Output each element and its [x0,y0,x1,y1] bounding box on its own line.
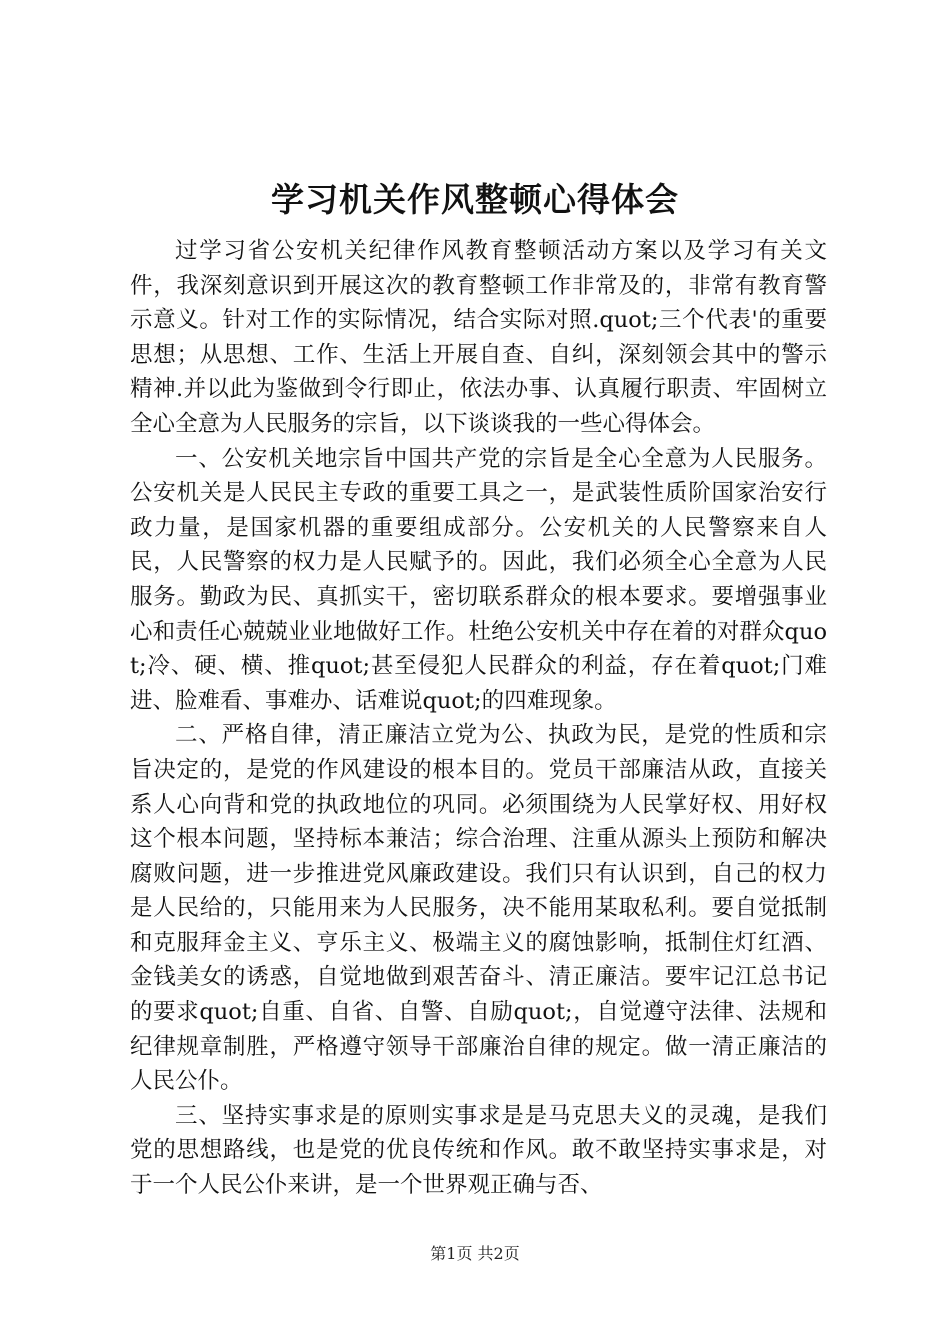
paragraph-section-1: 一、公安机关地宗旨中国共产党的宗旨是全心全意为人民服务。公安机关是人民民主专政的重要工具之一，是武装性质阶国家治安行政力量，是国家机器的重要组成部分。公安机关的人民警察来自人民，人民警察的权力是人民赋予的。因此，我们必须全心全意为人民服务。勤政为民、真抓实干，密切联系群众的根本要求。要增强事业心和责任心兢兢业业地做好工作。杜绝公安机关中存在着的对群众quot;冷、硬、横、推quot;甚至侵犯人民群众的利益，存在着quot;门难进、脸难看、事难办、话难说quot;的四难现象。 [130,445,827,714]
document-title: 学习机关作风整顿心得体会 [271,180,679,219]
document-body [130,234,827,1203]
paragraph-section-2: 二、严格自律，清正廉洁立党为公、执政为民，是党的性质和宗旨决定的，是党的作风建设的根本目的。党员干部廉洁从政，直接关系人心向背和党的执政地位的巩同。必须围绕为人民掌好权、用好权这个根本问题，坚持标本兼洁；综合治理、注重从源头上预防和解决腐败问题，进一步推进党风廉政建设。我们只有认识到，自己的权力是人民给的，只能用来为人民服务，决不能用某取私利。要自觉抵制和克服拜金主义、亨乐主义、极端主义的腐蚀影响，抵制住灯红酒、金钱美女的诱惑，自觉地做到艰苦奋斗、清正廉洁。要牢记江总书记的要求quot;自重、自省、自警、自励quot;，自觉遵守法律、法规和纪律规章制胜，严格遵守领导干部廉治自律的规定。做一清正廉洁的人民公仆。 [130,722,827,1095]
paragraph-intro: 过学习省公安机关纪律作风教育整顿活动方案以及学习有关文件，我深刻意识到开展这次的教育整顿工作非常及的，非常有教育警示意义。针对工作的实际情况，结合实际对照.quot;三个代表'的重要思想；从思想、工作、生活上开展自查、自纠，深刻领会其中的警示精神.并以此为鉴做到令行即止，依法办事、认真履行职责、牢固树立全心全意为人民服务的宗旨，以下谈谈我的一些心得体会。 [130,238,827,437]
page-footer: 第1页 共2页 [430,1244,520,1263]
paragraph-section-3: 三、坚持实事求是的原则实事求是是马克思夫义的灵魂，是我们党的思想路线，也是党的优良传统和作风。敢不敢坚持实事求是，对于一个人民公仆来讲，是一个世界观正确与否、 [130,1102,827,1199]
